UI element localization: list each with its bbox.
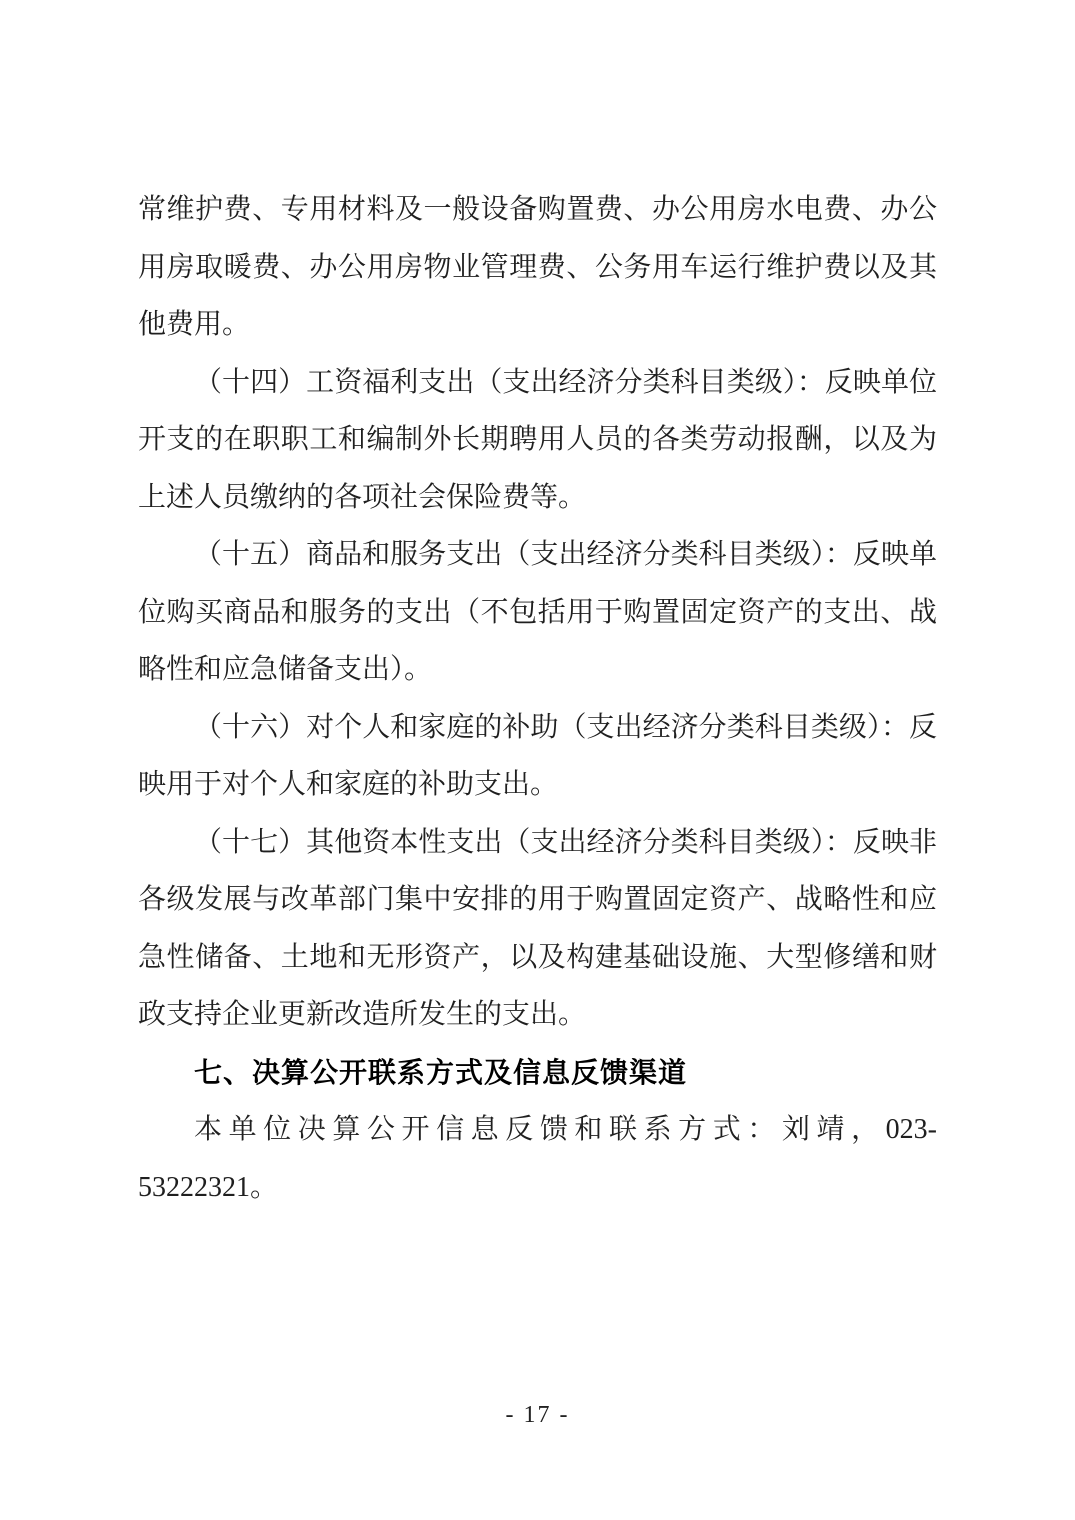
paragraph-item-14: （十四）工资福利支出（支出经济分类科目类级）：反映单位开支的在职职工和编制外长期聘用人员的各类劳动报酬，以及为上述人员缴纳的各项社会保险费等。 (138, 366, 937, 513)
contact-line: 本单位决算公开信息反馈和联系方式：刘靖，023-53222321。 (138, 1114, 937, 1203)
document-body (138, 181, 937, 1216)
section-heading: 七、决算公开联系方式及信息反馈渠道 (194, 1056, 688, 1088)
paragraph-item-16: （十六）对个人和家庭的补助（支出经济分类科目类级）：反映用于对个人和家庭的补助支出。 (138, 711, 937, 800)
paragraph-item-15: （十五）商品和服务支出（支出经济分类科目类级）：反映单位购买商品和服务的支出（不包括用于购置固定资产的支出、战略性和应急储备支出）。 (138, 539, 937, 685)
paragraph-item-17: （十七）其他资本性支出（支出经济分类科目类级）：反映非各级发展与改革部门集中安排的用于购置固定资产、战略性和应急性储备、土地和无形资产，以及构建基础设施、大型修缮和财政支持企业更新改造所发生的支出。 (138, 826, 937, 1030)
paragraph-continuation: 常维护费、专用材料及一般设备购置费、办公用房水电费、办公用房取暖费、办公用房物业管理费、公务用车运行维护费以及其他费用。 (138, 194, 937, 340)
page-number: - 17 - (505, 1402, 570, 1428)
